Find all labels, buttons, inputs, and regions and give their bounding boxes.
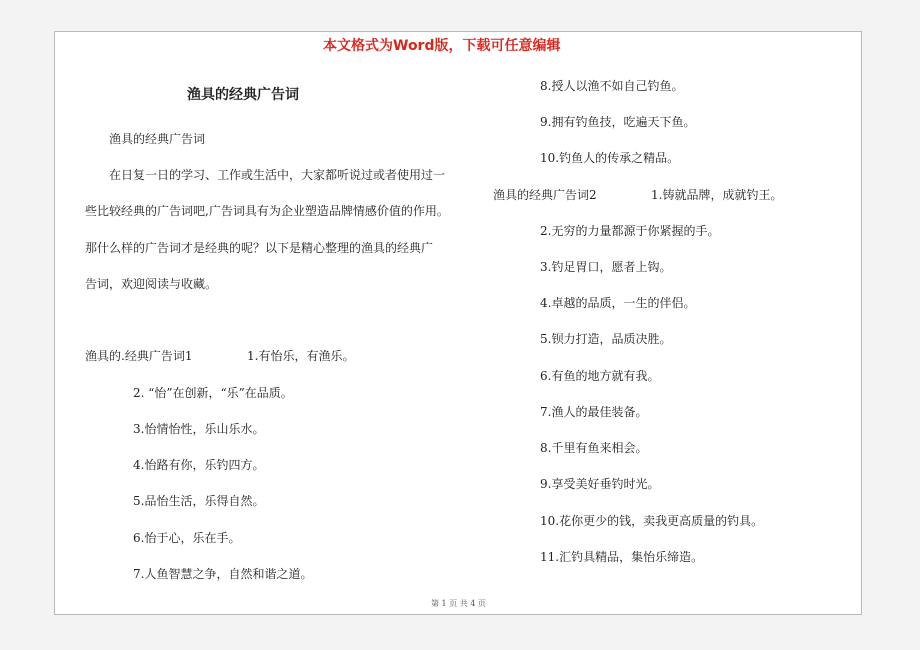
slogan-item: 3.怡情怡性，乐山乐水。 — [133, 422, 265, 436]
document-subtitle: 渔具的经典广告词 — [109, 132, 206, 146]
slogan-item: 8.千里有鱼来相会。 — [540, 441, 648, 455]
slogan-item: 2. “怡”在创新，“乐”在品质。 — [133, 386, 293, 400]
slogan-item: 6.有鱼的地方就有我。 — [540, 369, 660, 383]
slogan-item: 5.品怡生活，乐得自然。 — [133, 494, 265, 508]
slogan-item: 1.有怡乐，有渔乐。 — [247, 349, 355, 363]
slogan-item: 3.钓足胃口，愿者上钩。 — [540, 260, 672, 274]
slogan-item: 10.钓鱼人的传承之精品。 — [540, 151, 680, 165]
intro-paragraph-line: 在日复一日的学习、工作或生活中，大家都听说过或者使用过一 — [109, 168, 446, 182]
slogan-item: 8.授人以渔不如自己钓鱼。 — [540, 79, 684, 93]
document-title: 渔具的经典广告词 — [187, 87, 299, 103]
intro-paragraph-line: 些比较经典的广告词吧,广告词具有为企业塑造品牌情感价值的作用。 — [85, 204, 449, 218]
section-heading: 渔具的.经典广告词1 — [85, 349, 193, 363]
slogan-item: 5.钡力打造，品质决胜。 — [540, 332, 672, 346]
intro-paragraph-line: 那什么样的广告词才是经典的呢？以下是精心整理的渔具的经典广 — [85, 241, 434, 255]
slogan-item: 10.花你更少的钱，卖我更高质量的钓具。 — [540, 514, 764, 528]
slogan-item: 4.怡路有你，乐钓四方。 — [133, 458, 265, 472]
document-page — [54, 31, 862, 615]
slogan-item: 4.卓越的品质，一生的伴侣。 — [540, 296, 696, 310]
slogan-item: 9.拥有钓鱼技，吃遍天下鱼。 — [540, 115, 696, 129]
slogan-item: 1.铸就品牌，成就钓王。 — [651, 188, 783, 202]
slogan-item: 7.渔人的最佳装备。 — [540, 405, 648, 419]
slogan-item: 11.汇钓具精品，集怡乐缔造。 — [540, 550, 704, 564]
section-heading: 渔具的经典广告词2 — [493, 188, 597, 202]
page-indicator: 第 1 页 共 4 页 — [431, 599, 486, 608]
intro-paragraph-line: 告词，欢迎阅读与收藏。 — [85, 277, 218, 291]
word-format-banner[interactable]: 本文格式为Word版，下载可任意编辑 — [323, 38, 561, 54]
slogan-item: 2.无穷的力量都源于你紧握的手。 — [540, 224, 720, 238]
slogan-item: 9.享受美好垂钓时光。 — [540, 477, 660, 491]
slogan-item: 6.怡于心，乐在手。 — [133, 531, 241, 545]
slogan-item: 7.人鱼智慧之争，自然和谐之道。 — [133, 567, 313, 581]
